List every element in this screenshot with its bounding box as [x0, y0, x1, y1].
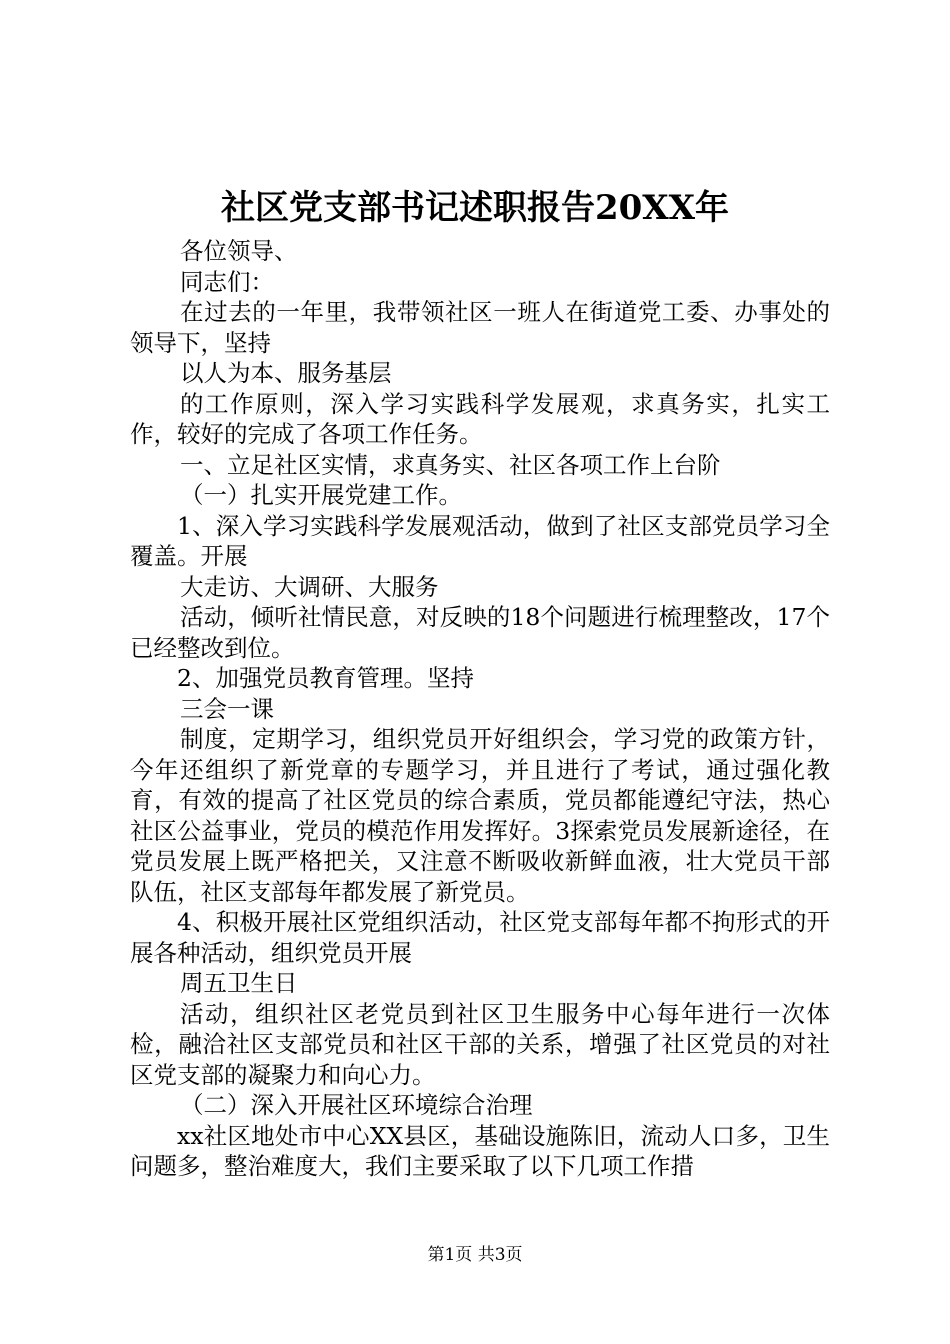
subsection-heading: （二）深入开展社区环境综合治理	[180, 1091, 533, 1119]
salutation-line-1: 各位领导、	[180, 237, 298, 265]
page-number: 第1页 共3页	[427, 1245, 523, 1265]
paragraph: 1、深入学习实践科学发展观活动，做到了社区支部党员学习全覆盖。开展	[130, 511, 830, 570]
paragraph: 活动，组织社区老党员到社区卫生服务中心每年进行一次体检，融洽社区支部党员和社区干部的关系，增强了社区党员的对社区党支部的凝聚力和向心力。	[130, 999, 830, 1089]
paragraph: 4、积极开展社区党组织活动，社区党支部每年都不拘形式的开展各种活动，组织党员开展	[130, 908, 830, 967]
paragraph: 大走访、大调研、大服务	[180, 572, 439, 601]
paragraph: 以人为本、服务基层	[180, 359, 392, 387]
paragraph: 活动，倾听社情民意，对反映的18个问题进行梳理整改，17个已经整改到位。	[130, 603, 830, 662]
paragraph: 三会一课	[180, 694, 274, 723]
paragraph: 在过去的一年里，我带领社区一班人在街道党工委、办事处的领导下，坚持	[130, 298, 830, 357]
paragraph: 周五卫生日	[180, 969, 298, 997]
paragraph: 2、加强党员教育管理。坚持	[177, 664, 474, 692]
paragraph: 制度，定期学习，组织党员开好组织会，学习党的政策方针，今年还组织了新党章的专题学习，并且进行了考试，通过强化教育，有效的提高了社区党员的综合素质，党员都能遵纪守法，热心社区公益事业，党员的模范作用发挥好。3探索党员发展新途径，在党员发展上既严格把关，又注意不断吸收新鲜血液，壮大党员干部队伍，社区支部每年都发展了新党员。	[130, 725, 830, 906]
document-body	[130, 236, 830, 1182]
salutation-line-2: 同志们：	[180, 267, 274, 296]
paragraph: xx社区地处市中心XX县区，基础设施陈旧，流动人口多，卫生问题多，整治难度大，我们主要采取了以下几项工作措	[130, 1121, 830, 1180]
document-title: 社区党支部书记述职报告20XX年	[220, 188, 730, 228]
subsection-heading: （一）扎实开展党建工作。	[180, 481, 462, 509]
paragraph: 的工作原则，深入学习实践科学发展观，求真务实，扎实工作，较好的完成了各项工作任务。	[130, 389, 830, 448]
section-heading: 一、立足社区实情，求真务实、社区各项工作上台阶	[180, 450, 721, 479]
